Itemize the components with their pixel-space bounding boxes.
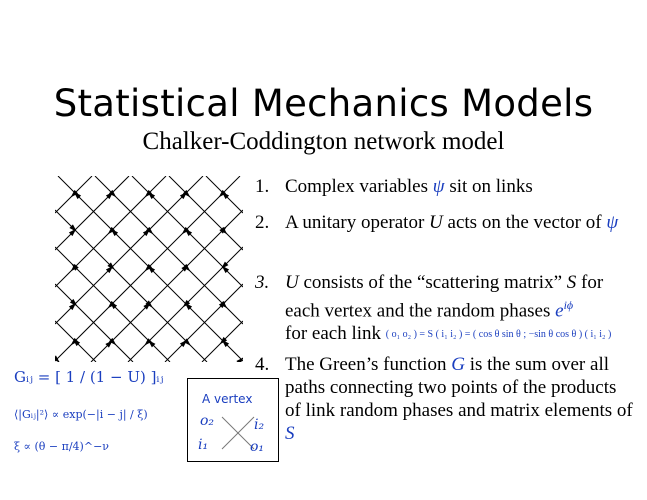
network-link bbox=[165, 284, 243, 362]
slide-title: Statistical Mechanics Models bbox=[53, 82, 594, 125]
vertex-label-i2: i₂ bbox=[254, 417, 265, 433]
network-link bbox=[55, 284, 133, 362]
green-function-formula: Gᵢⱼ = [ 1 / (1 − U) ]ᵢⱼ bbox=[14, 368, 164, 386]
network-link bbox=[55, 176, 129, 250]
localization-formula: ⟨|Gᵢⱼ|²⟩ ∝ exp(−|i − j| / ξ) bbox=[14, 408, 148, 421]
vertex-label-o1: o₁ bbox=[250, 439, 265, 455]
list-number: 1. bbox=[255, 176, 270, 197]
list-number: 2. bbox=[255, 212, 270, 233]
list-number: 4. bbox=[255, 354, 270, 375]
list-number: 3. bbox=[255, 272, 270, 293]
list-text: A unitary operator U acts on the vector of ψ bbox=[285, 212, 619, 233]
vertex-box bbox=[187, 378, 279, 462]
vertex-label-o2: o₂ bbox=[200, 413, 215, 429]
slide-subtitle: Chalker-Coddington network model bbox=[142, 128, 505, 155]
scattering-matrix-formula: ( o₁ o₂ ) = S ( i₁ i₂ ) = ( cos θ sin θ ; −sin θ cos θ ) ( i₁ i₂ ) bbox=[385, 329, 612, 341]
network-diagram bbox=[55, 176, 243, 362]
network-link bbox=[169, 176, 243, 250]
vertex-label-i1: i₁ bbox=[198, 437, 209, 453]
network-link bbox=[95, 176, 243, 324]
list-text: Complex variables ψ sit on links bbox=[285, 176, 533, 197]
list-text: U consists of the “scattering matrix” S for each vertex and the random phases $e^{i\phi}$ for each link ( o₁ o₂ ) = S ( i₁ i₂ ) = ( cos θ sin θ ; −sin θ cos θ ) ( i₁ i₂ ) bbox=[285, 272, 612, 345]
list-text: The Green’s function G is the sum over all paths connecting two points of the products of link random phases and matrix elements of S bbox=[285, 354, 633, 444]
correlation-length-formula: ξ ∝ (θ − π/4)^−ν bbox=[14, 440, 109, 453]
vertex-box-title: A vertex bbox=[202, 392, 253, 406]
